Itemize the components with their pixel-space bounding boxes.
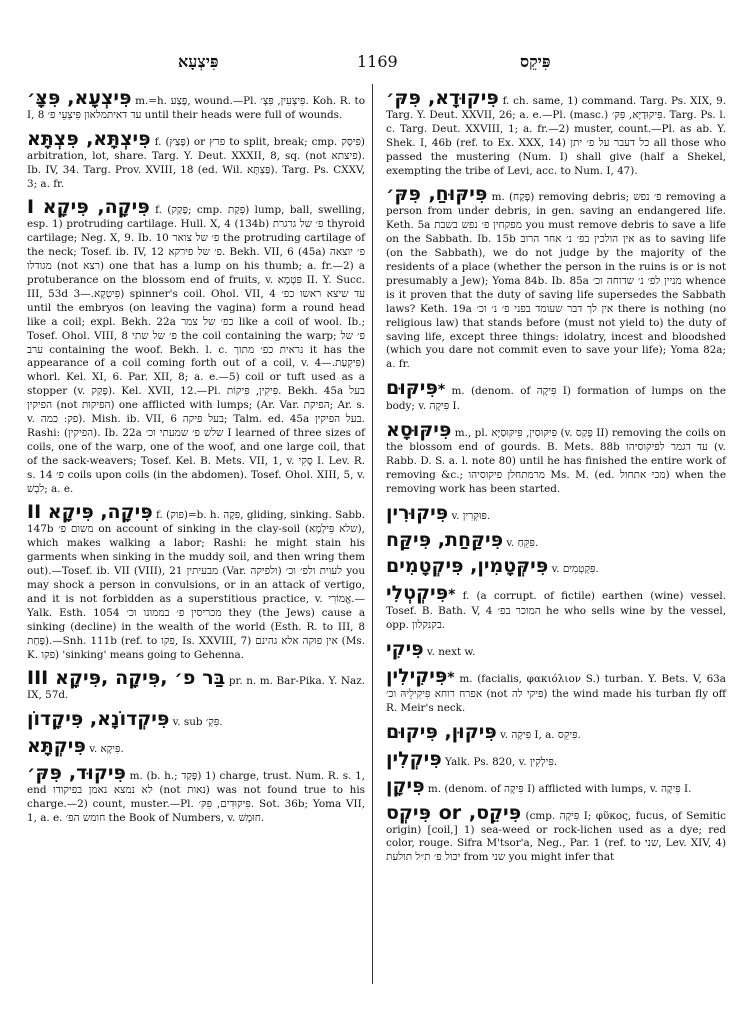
dictionary-entry [27, 88, 365, 123]
dictionary-entry [386, 776, 726, 797]
entry-text: m. (b. h.; פָּקַד) 1) charge, trust. Num. R. s. 1, end לא נמצא נאמן בפיקודו (not נאות) was not found true to his charge.—2) count, muster.—Pl. פִּיקוּדִים, פִּקּ׳. Sot. 36b; Yoma VII, 1, a. e. חומש הפ׳ the Book of Numbers, v. חוּמָשׁ. [27, 770, 366, 824]
entry-text: f. (פָּצַץ) or פרץ to split, break; cmp. פִּיסְּק) arbitration, lot, share. Targ. Y. Deut. XXXII, 8, sq. (not פיצתא). Ib. IV, 34. Targ. Prov. XVIII, 18 (ed. Wil. פַּצְתָּא). Targ. Ps. CXXV, 3; a. fr. [27, 135, 366, 190]
entry-text: m. (facialis, φακιόλιον S.) turban. Y. Bets. V, 63a אפרח רוחא פִּיקִילֵיהּ וכ׳ (not פיקי לה) the wind made his turban fly off R. Meir's neck. [386, 673, 727, 714]
dictionary-entry [27, 129, 365, 192]
left-column [27, 88, 365, 832]
entry-text: m.=h. פֶּצַע, wound.—Pl. פִּיצְעִין, פִּצְ׳. Koh. R. to I, 8 עד דאיתמלאון פִּיצְעֵי פ׳ until their heads were full of wounds. [27, 95, 365, 121]
entry-headword: פִּיקּוּסָא [386, 419, 452, 442]
dictionary-entry [386, 503, 726, 524]
entry-headword: פִּיצְעָא, פִּצָּ׳ [27, 87, 132, 109]
entry-headword: פִּיקוּדָא, פִּקּ׳ [386, 87, 499, 109]
entry-headword: פִּיקוּרִין [386, 501, 449, 524]
entry-text: v. next w. [427, 646, 476, 659]
entry-headword: פִּיקְּטָמִין, פִּיקְטָמִים [386, 555, 549, 578]
dictionary-entry [27, 763, 365, 826]
dictionary-entry [386, 583, 726, 633]
entry-headword: פִּיקְתָּא [27, 735, 86, 758]
entry-headword: פִּיקוּד, פִּקּ׳ [27, 762, 126, 785]
entry-text: f. (a corrupt. of fictile) earthen (wine) vessel. Tosef. B. Bath. V, 4 המוכר בפ׳ he who sells wine by the vessel, opp. בקנקלון. [386, 590, 726, 632]
dictionary-entry [27, 736, 365, 757]
entry-text: m. (denom. of פִּיקָה I) formation of lumps on the body; v. פִּיקָה I. [386, 385, 726, 413]
entry-headword: פִּיקִי [386, 638, 424, 661]
entry-text: (cmp. פִּיקָה I; φῦκος, fucus, of Semitic origin) [coil,] 1) sea-weed or rock-lichen used as a dye; red color, rouge. Sifra M'tsor'a, Neg., Par. 1 (ref. to שני, Lev. XIV, 4) יכול פ׳ ת״ל תולעת from שני you might infer that [386, 809, 727, 864]
dictionary-entry [386, 803, 726, 866]
dictionary-entry [386, 184, 726, 372]
dictionary-entry [386, 722, 726, 743]
dictionary-entry [386, 378, 726, 414]
dictionary-entry [386, 666, 726, 716]
entry-text: f. ch. same, 1) command. Targ. Ps. XIX, 9. Targ. Y. Deut. XXVII, 26; a. e.—Pl. (masc.) פִּיקוּדַיָּא, פִּקּ׳. Targ. Ps. l. c. Targ. Deut. XXVIII, 1; a. fr.—2) muster, count.—Pl. as ab. Y. Shek. I, 46b (ref. to Ex. XXX, 14) כל דעבר על פ׳ יתן all those who passed the mustering (Num. I) shall give (half a Shekel, exempting the tribe of Levi, acc. to Num. I, 47). [386, 95, 727, 177]
entry-headword: פִּיקַּחַת, פִּיקַּח [386, 528, 504, 551]
entry-text: v. פִּיקָא. [89, 743, 124, 756]
dictionary-entry [27, 502, 365, 662]
right-column [386, 88, 726, 871]
page-header [0, 52, 750, 76]
dictionary-entry [386, 530, 726, 551]
entry-text: f. (פוק)=b. h. פִּקָה, gliding, sinking. Sabb. 147b משום פ׳ on account of sinking in the clay-soil (שלא פִּילְמָא), which makes walking a labor; Rashi: he might stain his garments when sinking in the muddy soil, and then wring them out).—Tosef. ib. VII (VIII), 21 מבעיתין (Var. ולפיקה) לעוית ולפ׳ וכ׳ you may shock a person in convulsions, or in an attack of vertigo, and it is not forbidden as a superstitious practice, v. אֱמוֹרִי.—Yalk. Esth. 1054 מכריסין פ׳ בממונו וכ׳ they (the Jews) cause a sinking (decline) in the wealth of the world (Esth. R. to III, 8 פַּחַת).—Snh. 111b (ref. to פקו, Is. XXVIII, 7) אין פוקה אלא גהינם (Ms. K. פקו) 'sinking' means going to Gehenna. [27, 509, 366, 661]
entry-text: Yalk. Ps. 820, v. פִּילְקִין. [445, 755, 558, 768]
dictionary-entry [27, 197, 365, 496]
dictionary-entry [386, 88, 726, 178]
entry-text: v. sub פִּקְ׳. [172, 716, 223, 729]
entry-headword: בַּר פ׳ ,פִּיקָה ,פִּיקָא III [27, 667, 226, 690]
entry-text: f. (פָּקַק; cmp. פְּקַת) lump, ball, swelling, esp. 1) protruding cartilage. Hull. X, 4 (134b) פ׳ של גרגרת thyroid cartilage; Neg. X, 9. Ib. 10 פ׳ של צואר the protruding cartilage of the neck; Tosef. ib. IV, 12 פ׳ של פירקא. Bekh. VII, 6 (45a) פ׳ יוצאה מגודלו (not רצא) one that has a lump on his thumb; a. fr.—2) a protuberance on the blossom end of fruits, v. פִּטְמָא II. Y. Succ. III, 53d פִּיטְקָא.—3) spinner's coil. Ohol. VII, 4 עד שיצא ראשו כפ׳ until the embryos (on leaving the vagina) form a round head like a coil; expl. Bekh. 22a כפ׳ של צמר like a coil of wool. Ib.; Tosef. Ohol. VIII, 8 פ׳ של שתי the coil containing the warp; פ׳ של ערב containing the woof. Bekh. l. c. נראית כפ׳ מתוך it has the appearance of a coil coming forth out of a coil, v. פִּיקְעַת.—4) whorl. Kel. XI, 6. Par. XII, 8; a. e.—5) coil or tuft used as a stopper (v. פָּקַק). Kel. XVII, 12.—Pl. פִּיקִין, פִּיקוֹת. Bekh. 45a בעל הפיקין (not הפיקות) one afflicted with lumps; (Ar. Var. הפיקת; Ar. s. v. פק: כמה). Mish. ib. VII, 6 בעל פיקה; Talm. ed. 45a בעל הפיקין. Rashi: (הפיקין). Ib. 22a שלש פ׳ שמעתי וכ׳ I learned of three sizes of coils, one of the warp, one of the woof, and one large coil, that of the sack-weavers; Tosef. Kel. B. Mets. VII, 1, v. סֶקִי I. Lev. R. s. 14 פ׳ coils upon coils (in the abdomen). Tosef. Ohol. XIII, 5, v. לִבְשׁ; a. e. [27, 204, 366, 495]
page-number: 1169 [357, 52, 398, 71]
entry-headword: * פִּיקִילִין [386, 665, 455, 687]
entry-headword: פִּיצְתָּא, פִּצְתָּא [27, 127, 151, 150]
entry-headword: פִּיקּוּחַ, פִּקּ׳ [386, 183, 488, 206]
entry-text: pr. n. m. Bar-Pika. Y. Naz. IX, 57d. [27, 675, 365, 702]
header-left-word: פִּיצְעָא [178, 52, 219, 71]
entry-headword: * פִּיקּוּם [386, 377, 445, 399]
dictionary-entry [386, 420, 726, 497]
entry-text: m., pl. פִּיקּוּסִין, פִּיקּוּסַיָּא (v. פָּקַס II) removing the coils on the blossom end of gourds. B. Mets. 88b עד דגמר לפיקוסיהו (v. Rabb. D. S. a. l. note 80) until he has finished the entire work of removing &c.; מרמתחלן פיקוסיהו Ms. M. (ed. מכי אתחול) when the removing work has been started. [386, 427, 726, 495]
entry-headword: פִּיקָה, פִּיקָא II [27, 501, 153, 524]
entry-text: m. (פָּקַח) removing debris; פ׳ נפש removing a person from under debris, in gen. saving an endangered life. Keth. 5a מפקחין פ׳ נפש בשבת you must remove debris to save a life on the Sabbath. Ib. 15b אין הולכין בפ׳ נ׳ אחר הרוב as to saving life (on the Sabbath), we do not judge by the majority of the residents of a place (whether the person in the ruins is or is not presumably a Jew); Yoma 84b. Ib. 85a מניין לפ׳ נ׳ שדוחה וכ׳ whence is it proven that the duty of saving life supersedes the Sabbath laws? Keth. 19a אין לך דבר שעומד בפני פ׳ נ׳ וכ׳ there is nothing (no religious law) that stands before (must not yield to) the duty of saving life, except three things: idolatry, incest and bloodshed (which you dare not commit even to save your life); Yoma 82a; a. fr. [386, 191, 727, 371]
entry-headword: פִּיקָה, פִּיקָא I [27, 196, 150, 219]
entry-text: m. (denom. of פִּיקָה I) afflicted with lumps, v. פִּיקָה I. [427, 782, 692, 795]
entry-text: v. פִּיקָה I, a. פִּיקֵס. [500, 728, 581, 741]
entry-headword: פִּיקוּן, פִּיקוּם [386, 720, 497, 743]
column-divider [372, 84, 373, 984]
dictionary-entry [27, 709, 365, 730]
entry-headword: * פִּיקְטְלִי [386, 582, 455, 604]
entry-text: v. פִּקֵּחַ. [506, 536, 539, 549]
entry-headword: פִּיקְדוֹנָא, פִּיקָדוֹן [27, 708, 170, 731]
dictionary-entry [386, 749, 726, 770]
entry-headword: פִּיקָן [386, 774, 425, 797]
dictionary-entry [27, 668, 365, 703]
entry-text: v. פּוּקְרִין. [451, 509, 491, 522]
entry-headword: פִּיקְלִין [386, 747, 442, 770]
dictionary-entry [386, 639, 726, 660]
header-right-word: פִּיקֵס [520, 52, 551, 71]
entry-text: v. פִּקְטְמִים. [551, 563, 599, 576]
dictionary-entry [386, 556, 726, 577]
entry-headword: פִּיקֵס, or פִּיקְס [386, 801, 522, 824]
